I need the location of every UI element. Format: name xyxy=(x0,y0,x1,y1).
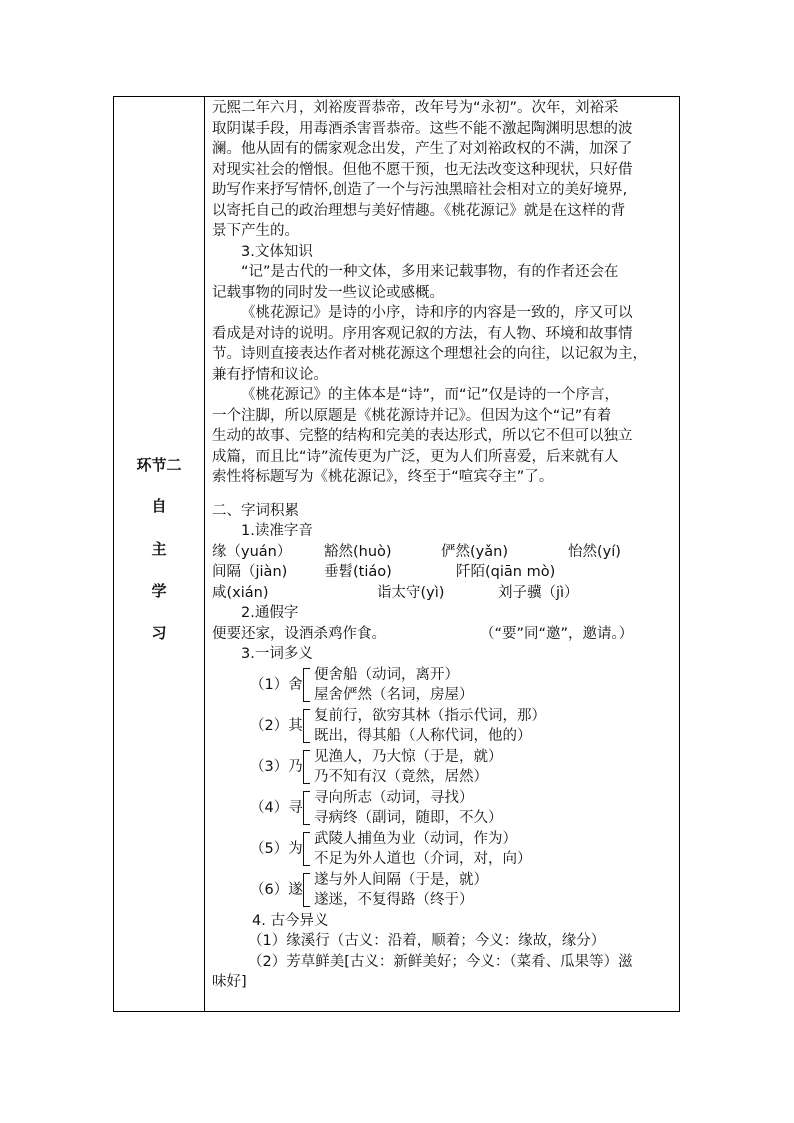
text-line: 索性将标题写为《桃花源记》，终至于“喧宾夺主”了。 xyxy=(212,469,554,485)
text-line: 兼有抒情和议论。 xyxy=(212,366,328,383)
column-divider xyxy=(204,97,205,1011)
polysemy-word: （4）寻 xyxy=(250,799,303,816)
polysemy-entry xyxy=(212,747,675,788)
text-line: 取阴谋手段，用毒酒杀害晋恭帝。这些不能不激起陶渊明思想的波 xyxy=(212,120,633,137)
vocab-heading: 二、字词积累 xyxy=(212,502,299,519)
gujin-item-continued: 味好] xyxy=(212,974,247,990)
text-line: 对现实社会的憎恨。但他不愿干预，也无法改变这种现状，只好借 xyxy=(212,161,633,178)
text-line: 一个注脚，所以原题是《桃花源诗并记》。但因为这个“记”有着 xyxy=(212,407,612,424)
brace-icon xyxy=(303,709,312,743)
text-line: “记”是古代的一种文体，多用来记载事物，有的作者还会在 xyxy=(241,264,619,280)
polysemy-word: （5）为 xyxy=(250,840,303,857)
polysemy-sense: 便舍船（动词，离开） xyxy=(314,666,459,683)
content-cell xyxy=(212,98,675,993)
gujin-heading: 4. 古今异义 xyxy=(252,912,329,929)
lesson-table xyxy=(113,96,680,1012)
text-line: 生动的故事、完整的结构和完美的表达形式，所以它不但可以独立 xyxy=(212,428,633,444)
pronunciation-row xyxy=(212,562,675,583)
text-line: 景下产生的。 xyxy=(212,223,299,239)
tongjia-heading: 2.通假字 xyxy=(241,605,299,621)
gujin-item: （1）缘溪行（古义：沿着，顺着；今义：缘故，缘分） xyxy=(248,933,606,949)
genre-paragraph-2 xyxy=(212,303,675,385)
polysemy-sense: 遂迷，不复得路（终于） xyxy=(314,892,474,908)
polysemy-entry xyxy=(212,788,675,829)
polysemy-entry xyxy=(212,870,675,911)
pron-item: 咸(xián) xyxy=(212,584,269,601)
pronunciation-row xyxy=(212,583,675,604)
brace-icon xyxy=(303,873,312,907)
polysemy-sense: 复前行，欲穷其林（指示代词，那） xyxy=(314,707,546,724)
side-char-3: 学 xyxy=(151,582,167,600)
genre-paragraph-3 xyxy=(212,385,675,488)
text-line: 《桃花源记》的主体本是“诗”，而“记”仅是诗的一个序言， xyxy=(241,387,620,403)
polysemy-sense: 乃不知有汉（竟然，居然） xyxy=(314,769,488,785)
polysemy-sense: 不足为外人道也（介词，对，向） xyxy=(314,851,532,867)
pron-item: 垂髫(tiáo) xyxy=(324,564,392,580)
polysemy-sense: 屋舍俨然（名词，房屋） xyxy=(314,687,474,703)
pron-item: 俨然(yǎn) xyxy=(441,543,508,560)
brace-icon xyxy=(303,750,312,784)
polysemy-sense: 见渔人，乃大惊（于是，就） xyxy=(314,748,503,765)
polysemy-sense: 寻病终（副词，随即，不久） xyxy=(314,810,503,826)
brace-icon xyxy=(303,668,312,702)
polysemy-entry xyxy=(212,829,675,870)
tongjia-row xyxy=(212,624,675,645)
polysemy-heading: 3.一词多义 xyxy=(241,646,313,662)
polysemy-word: （6）遂 xyxy=(250,881,303,898)
polysemy-word: （3）乃 xyxy=(250,758,303,775)
polysemy-entry xyxy=(212,706,675,747)
text-line: 成篇，而且比“诗”流传更为广泛，更为人们所喜爱，后来就有人 xyxy=(212,448,619,465)
genre-paragraph-1 xyxy=(212,262,675,303)
polysemy-entry xyxy=(212,665,675,706)
polysemy-sense: 寻向所志（动词，寻找） xyxy=(314,789,474,806)
pronunciation-heading: 1.读准字音 xyxy=(241,523,313,539)
pronunciation-row xyxy=(212,542,675,563)
polysemy-word: （2）其 xyxy=(250,717,303,734)
tongjia-text: 便要还家，设酒杀鸡作食。 xyxy=(212,625,386,642)
text-line: 助写作来抒写情怀,创造了一个与污浊黑暗社会相对立的美好境界, xyxy=(212,182,628,198)
pron-item: 怡然(yí) xyxy=(568,543,621,560)
polysemy-word: （1）舍 xyxy=(250,676,303,693)
brace-icon xyxy=(303,832,312,866)
section-label: 环节二 xyxy=(136,456,182,474)
pron-item: 诣太守(yì) xyxy=(377,584,445,601)
background-paragraph xyxy=(212,98,675,242)
polysemy-sense: 武陵人捕鱼为业（动词，作为） xyxy=(314,830,517,847)
polysemy-sense: 遂与外人间隔（于是，就） xyxy=(314,871,488,888)
side-char-1: 自 xyxy=(151,497,167,515)
text-line: 《桃花源记》是诗的小序，诗和序的内容是一致的，序又可以 xyxy=(241,305,633,321)
pron-item: 间隔（jiàn) xyxy=(212,564,288,580)
side-char-2: 主 xyxy=(151,540,167,558)
pron-item: 豁然(huò) xyxy=(324,543,392,560)
text-line: 看成是对诗的说明。序用客观记叙的方法，有人物、环境和故事情 xyxy=(212,325,633,342)
pron-item: 刘子骥（jì） xyxy=(498,584,579,601)
tongjia-note: （“要”同“邀”，邀请。） xyxy=(480,625,634,642)
pron-item: 缘（yuán） xyxy=(212,543,292,560)
text-line: 澜。他从固有的儒家观念出发，产生了对刘裕政权的不满，加深了 xyxy=(212,141,633,157)
text-line: 节。诗则直接表达作者对桃花源这个理想社会的向往，以记叙为主， xyxy=(212,346,647,362)
pron-item: 阡陌(qiān mò) xyxy=(456,564,556,580)
brace-icon xyxy=(303,791,312,825)
text-line: 以寄托自己的政治理想与美好情趣。《桃花源记》就是在这样的背 xyxy=(212,202,626,219)
gujin-item: （2）芳草鲜美[古义：新鲜美好；今义：（菜肴、瓜果等）滋 xyxy=(248,953,633,970)
side-char-4: 习 xyxy=(151,624,167,642)
genre-heading: 3.文体知识 xyxy=(241,243,313,260)
text-line: 元熙二年六月，刘裕废晋恭帝，改年号为“永初”。次年，刘裕采 xyxy=(212,100,619,116)
text-line: 记载事物的同时发一些议论或感概。 xyxy=(212,284,444,301)
polysemy-sense: 既出，得其船（人称代词，他的） xyxy=(314,728,532,744)
